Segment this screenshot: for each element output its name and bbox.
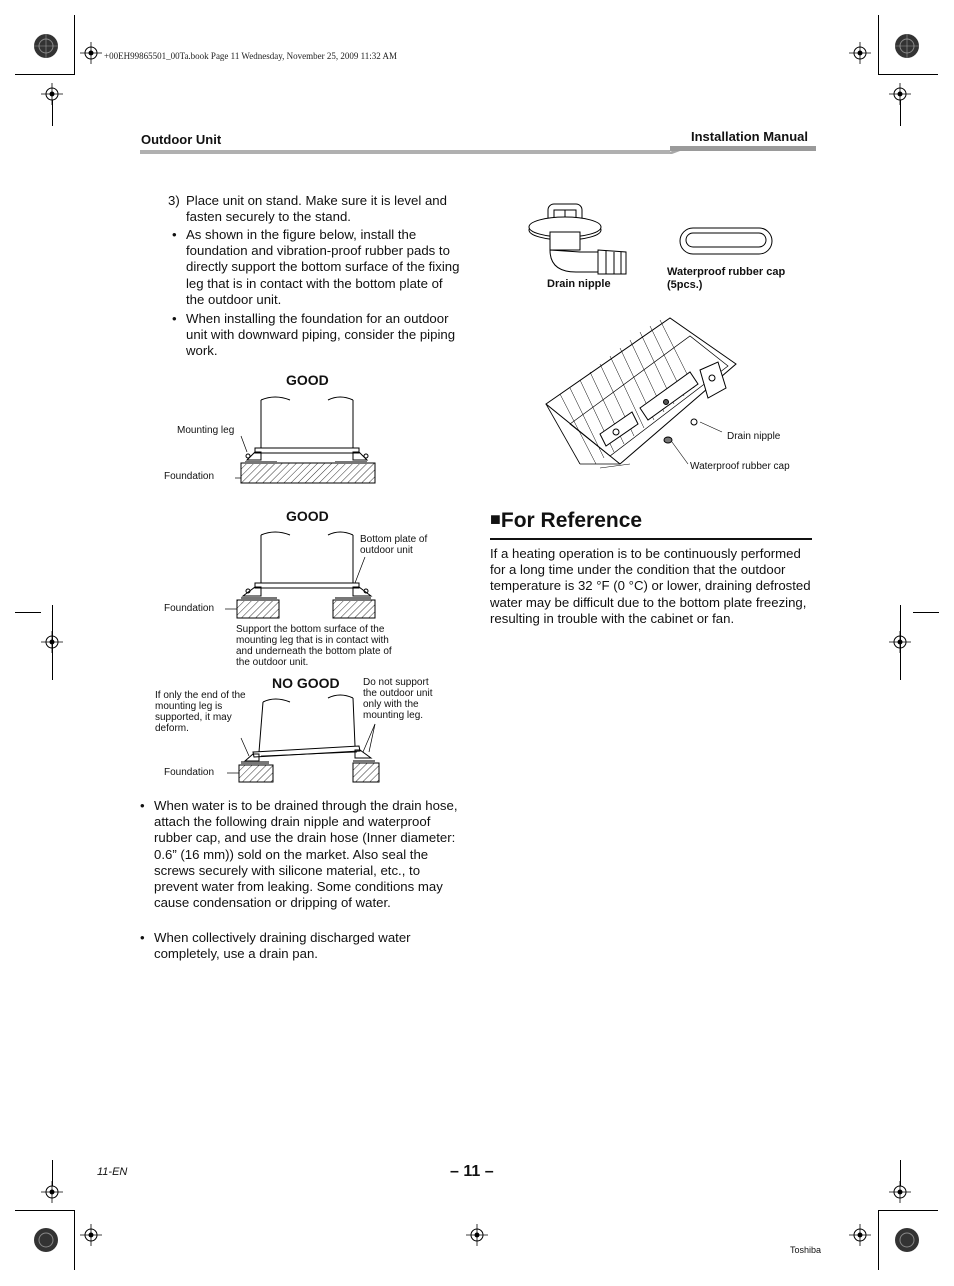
label-bottom-plate: Bottom plate of outdoor unit (360, 534, 428, 556)
label-foundation: Foundation (164, 603, 215, 614)
crop-line (878, 74, 938, 75)
crop-line (15, 74, 75, 75)
label-do-not-support-note: Do not support the outdoor unit only with the mounting leg. (363, 677, 433, 721)
rubber-cap-illustration (676, 224, 776, 258)
section-rule (490, 538, 812, 540)
list-item (136, 798, 466, 928)
bullet-icon: • (172, 311, 177, 326)
crosshair-mark-icon (889, 631, 911, 653)
label-rubber-cap: Waterproof rubber cap (690, 461, 790, 472)
label-end-support-note: If only the end of the mounting leg is supported, it may deform. (155, 690, 246, 734)
header-rule (140, 146, 816, 156)
crosshair-mark-icon (80, 42, 102, 64)
figure-good-1 (235, 390, 380, 490)
figure-nogood-title: NO GOOD (272, 675, 340, 691)
header-section-title: Outdoor Unit (141, 132, 222, 147)
crosshair-mark-icon (849, 1224, 871, 1246)
crop-line (15, 1210, 75, 1211)
list-item-text: When water is to be drained through the drain hose, attach the following drain nipple and waterproof rubber cap, and use the drain hose (Inner diameter: 0.6” (16 mm)) sold on the market. Also seal the screws securely with silicone material, etc., to prevent water from leaking. Some conditions may cause condensation or dripping of water. (154, 798, 458, 911)
header-manual-title: Installation Manual (691, 129, 809, 144)
reference-paragraph: If a heating operation is to be continuously performed for a long time under the condition that the outdoor temperature is 32 °F (0 °C) or lower, draining defrosted water may be difficult due to the bottom plate freezing, resulting in trouble with the cabinet or fan. (490, 546, 811, 626)
registration-rosette-icon (893, 32, 921, 60)
brand-name: Toshiba (790, 1245, 822, 1255)
crosshair-mark-icon (889, 1181, 911, 1203)
bullet-icon: • (172, 227, 177, 242)
figure-good-title: GOOD (286, 372, 329, 388)
list-item (136, 930, 466, 964)
registration-rosette-icon (893, 1226, 921, 1254)
label-foundation: Foundation (164, 471, 215, 482)
print-slug: +00EH99865501_00Ta.book Page 11 Wednesday, November 25, 2009 11:32 AM (104, 51, 398, 61)
crop-line (878, 1210, 938, 1211)
list-item (168, 311, 468, 361)
crop-line (74, 1210, 75, 1270)
crosshair-mark-icon (41, 83, 63, 105)
outdoor-unit-bottom-illustration (540, 314, 740, 484)
figure-no-good (235, 690, 385, 785)
bullet-icon: • (140, 798, 145, 813)
square-bullet-icon: ■ (490, 509, 501, 529)
label-foundation: Foundation (164, 767, 215, 778)
crosshair-mark-icon (889, 83, 911, 105)
label-rubber-cap-part: Waterproof rubber cap (5pcs.) (667, 266, 786, 291)
crosshair-mark-icon (41, 631, 63, 653)
list-item (168, 227, 468, 309)
figure-good-2 (235, 525, 380, 620)
registration-rosette-icon (32, 1226, 60, 1254)
section-title (490, 509, 642, 533)
crop-line (913, 612, 939, 613)
list-item-text: When installing the foundation for an outdoor unit with downward piping, consider the piping work. (186, 311, 456, 359)
label-drain-nipple: Drain nipple (727, 431, 781, 442)
step-3 (168, 193, 468, 227)
crop-line (878, 1210, 879, 1270)
list-item-text: As shown in the figure below, install the foundation and vibration-proof rubber pads to directly support the bottom surface of the fixing leg that is in contact with the bottom plate of the outdoor unit. (186, 227, 460, 307)
label-mounting-leg: Mounting leg (177, 425, 235, 436)
label-drain-nipple-part: Drain nipple (547, 278, 611, 290)
crosshair-mark-icon (466, 1224, 488, 1246)
figure-good-title: GOOD (286, 508, 329, 524)
crop-line (15, 612, 41, 613)
crop-line (74, 15, 75, 75)
list-item-text: When collectively draining discharged water completely, use a drain pan. (154, 930, 411, 962)
registration-rosette-icon (32, 32, 60, 60)
crosshair-mark-icon (849, 42, 871, 64)
crosshair-mark-icon (80, 1224, 102, 1246)
label-support-note: Support the bottom surface of the mounting leg that is in contact with and underneath the bottom plate of the outdoor unit. (236, 624, 392, 668)
crosshair-mark-icon (41, 1181, 63, 1203)
crop-line (878, 15, 879, 75)
bullet-icon: • (140, 930, 145, 945)
step-number: 3) (168, 193, 180, 208)
page-label: 11-EN (97, 1166, 128, 1178)
section-title-text: For Reference (500, 509, 643, 532)
step-text: Place unit on stand. Make sure it is level and fasten securely to the stand. (186, 193, 447, 225)
page-number: – 11 – (450, 1163, 494, 1180)
drain-nipple-illustration (526, 200, 631, 280)
